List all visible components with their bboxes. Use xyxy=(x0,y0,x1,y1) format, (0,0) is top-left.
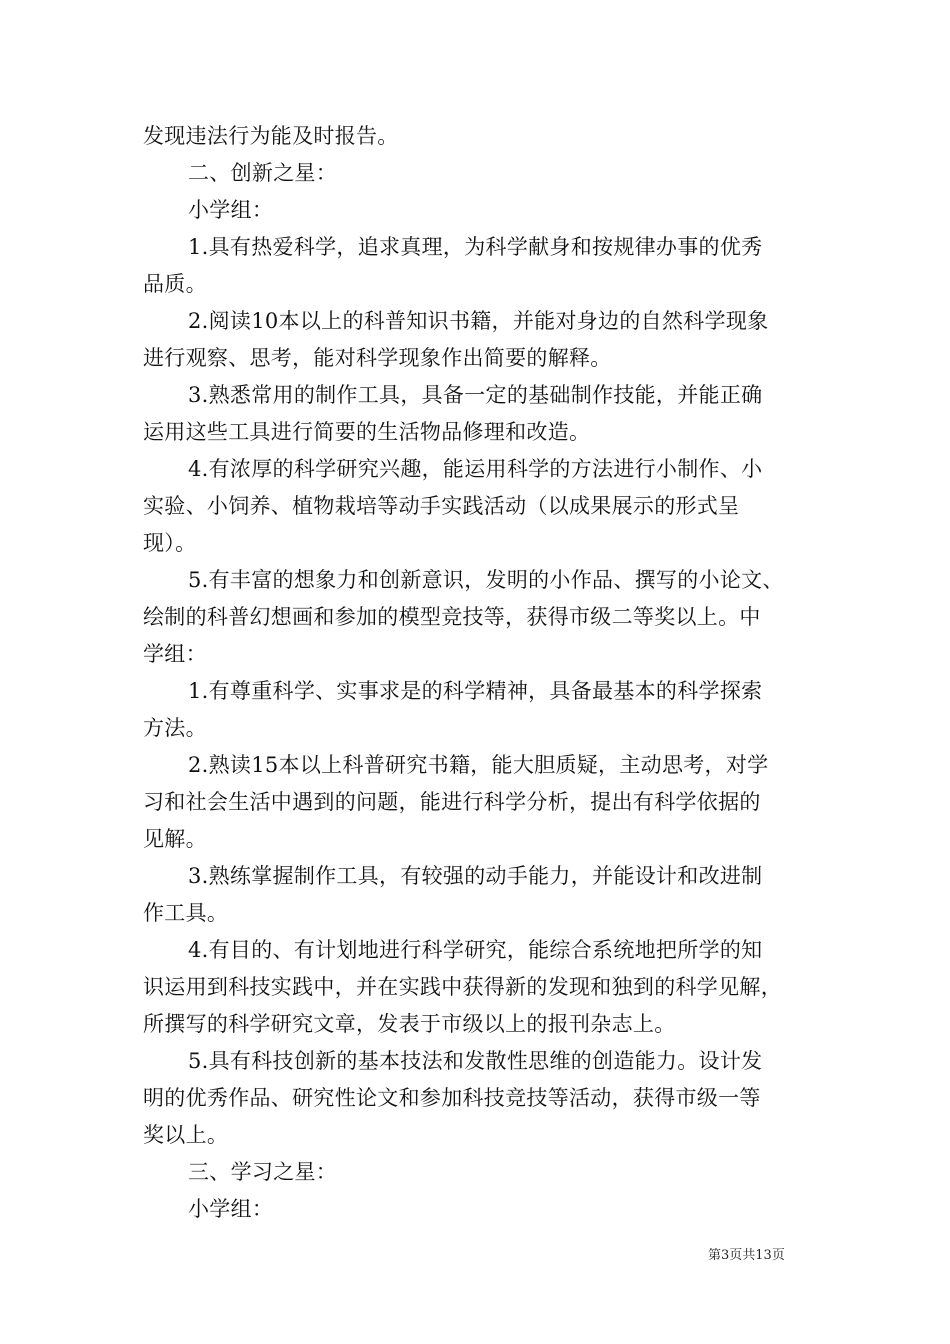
text-line: 绘制的科普幻想画和参加的模型竞技等，获得市级二等奖以上。中 xyxy=(143,605,761,629)
text-line: 小学组： xyxy=(188,1197,274,1221)
text-line: 小学组： xyxy=(188,198,274,222)
text-line: 二、创新之星： xyxy=(188,161,338,185)
text-line: 发现违法行为能及时报告。 xyxy=(143,124,399,148)
text-line: 5.具有科技创新的基本技法和发散性思维的创造能力。设计发 xyxy=(188,1049,763,1073)
text-line: 5.有丰富的想象力和创新意识，发明的小作品、撰写的小论文、 xyxy=(188,568,784,592)
text-line: 2.阅读10本以上的科普知识书籍，并能对身边的自然科学现象 xyxy=(188,309,769,333)
text-line: 3.熟练掌握制作工具，有较强的动手能力，并能设计和改进制 xyxy=(188,864,763,888)
text-line: 实验、小饲养、植物栽培等动手实践活动（以成果展示的形式呈 xyxy=(143,494,740,518)
text-line: 品质。 xyxy=(143,272,207,296)
text-line: 方法。 xyxy=(143,716,207,740)
document-body xyxy=(143,118,811,1228)
text-line: 3.熟悉常用的制作工具，具备一定的基础制作技能，并能正确 xyxy=(188,383,763,407)
text-line: 三、学习之星： xyxy=(188,1160,338,1184)
text-line: 1.有尊重科学、实事求是的科学精神，具备最基本的科学探索 xyxy=(188,679,763,703)
text-line: 所撰写的科学研究文章，发表于市级以上的报刊杂志上。 xyxy=(143,1012,676,1036)
text-line: 识运用到科技实践中，并在实践中获得新的发现和独到的科学见解， xyxy=(143,975,782,999)
text-line: 学组： xyxy=(143,642,207,666)
text-line: 作工具。 xyxy=(143,901,229,925)
text-line: 见解。 xyxy=(143,827,207,851)
text-line: 4.有浓厚的科学研究兴趣，能运用科学的方法进行小制作、小 xyxy=(188,457,763,481)
text-line: 2.熟读15本以上科普研究书籍，能大胆质疑，主动思考，对学 xyxy=(188,753,769,777)
text-line: 明的优秀作品、研究性论文和参加科技竞技等活动，获得市级一等 xyxy=(143,1086,761,1110)
page-number-footer: 第3页共13页 xyxy=(708,1248,785,1263)
text-line: 进行观察、思考，能对科学现象作出简要的解释。 xyxy=(143,346,612,370)
text-line: 运用这些工具进行简要的生活物品修理和改造。 xyxy=(143,420,591,444)
text-line: 习和社会生活中遇到的问题，能进行科学分析，提出有科学依据的 xyxy=(143,790,761,814)
text-line: 1.具有热爱科学，追求真理，为科学献身和按规律办事的优秀 xyxy=(188,235,763,259)
text-line: 奖以上。 xyxy=(143,1123,229,1147)
text-line: 4.有目的、有计划地进行科学研究，能综合系统地把所学的知 xyxy=(188,938,763,962)
text-line: 现）。 xyxy=(143,531,197,555)
